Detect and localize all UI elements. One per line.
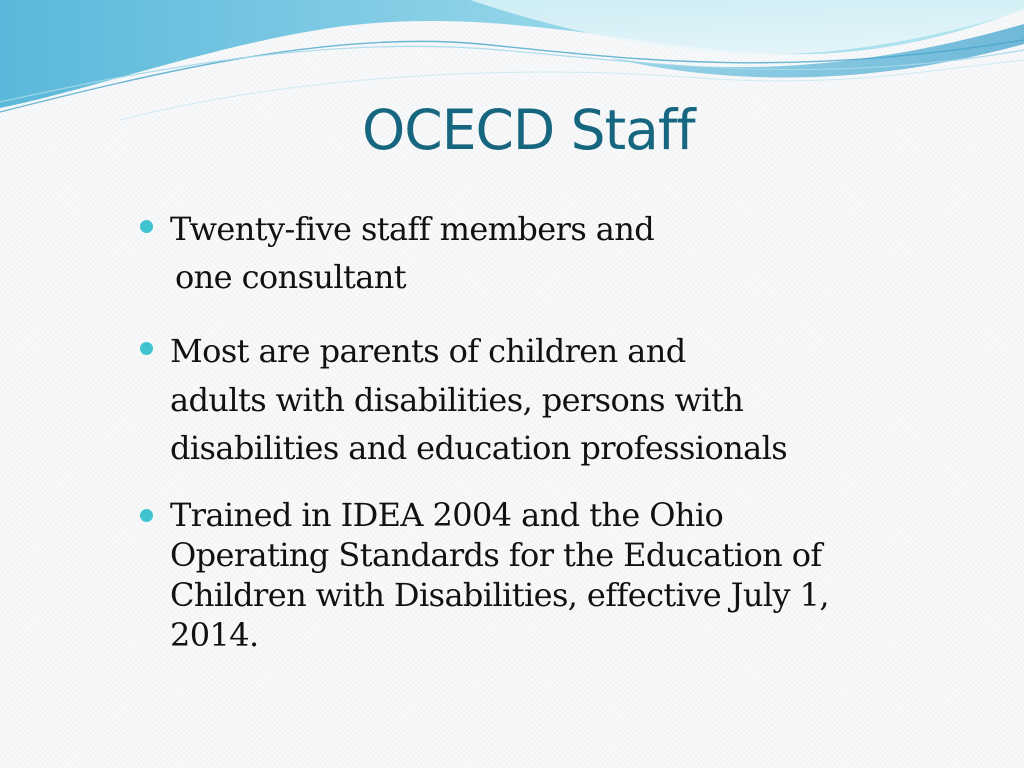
- bullet-dot-icon: [140, 509, 153, 522]
- bullet-line: Operating Standards for the Education of: [170, 536, 822, 574]
- bullet-dot-icon: [140, 220, 153, 233]
- bullet-line: Children with Disabilities, effective July 1,: [170, 576, 829, 614]
- bullet-text: [170, 205, 870, 301]
- bullet-line: Twenty-five staff members and: [170, 210, 655, 248]
- bullet-line: Most are parents of children and: [170, 332, 686, 370]
- bullet-dot-icon: [140, 342, 153, 355]
- slide-title: OCECD Staff: [362, 98, 695, 162]
- bullet-line: disabilities and education professionals: [170, 429, 788, 467]
- bullet-line: 2014.: [170, 616, 259, 654]
- bullet-line: Trained in IDEA 2004 and the Ohio: [170, 496, 724, 534]
- bullet-text: [170, 327, 870, 473]
- bullet-line: one consultant: [175, 258, 407, 296]
- bullet-text: [170, 495, 870, 655]
- bullet-line: adults with disabilities, persons with: [170, 380, 744, 419]
